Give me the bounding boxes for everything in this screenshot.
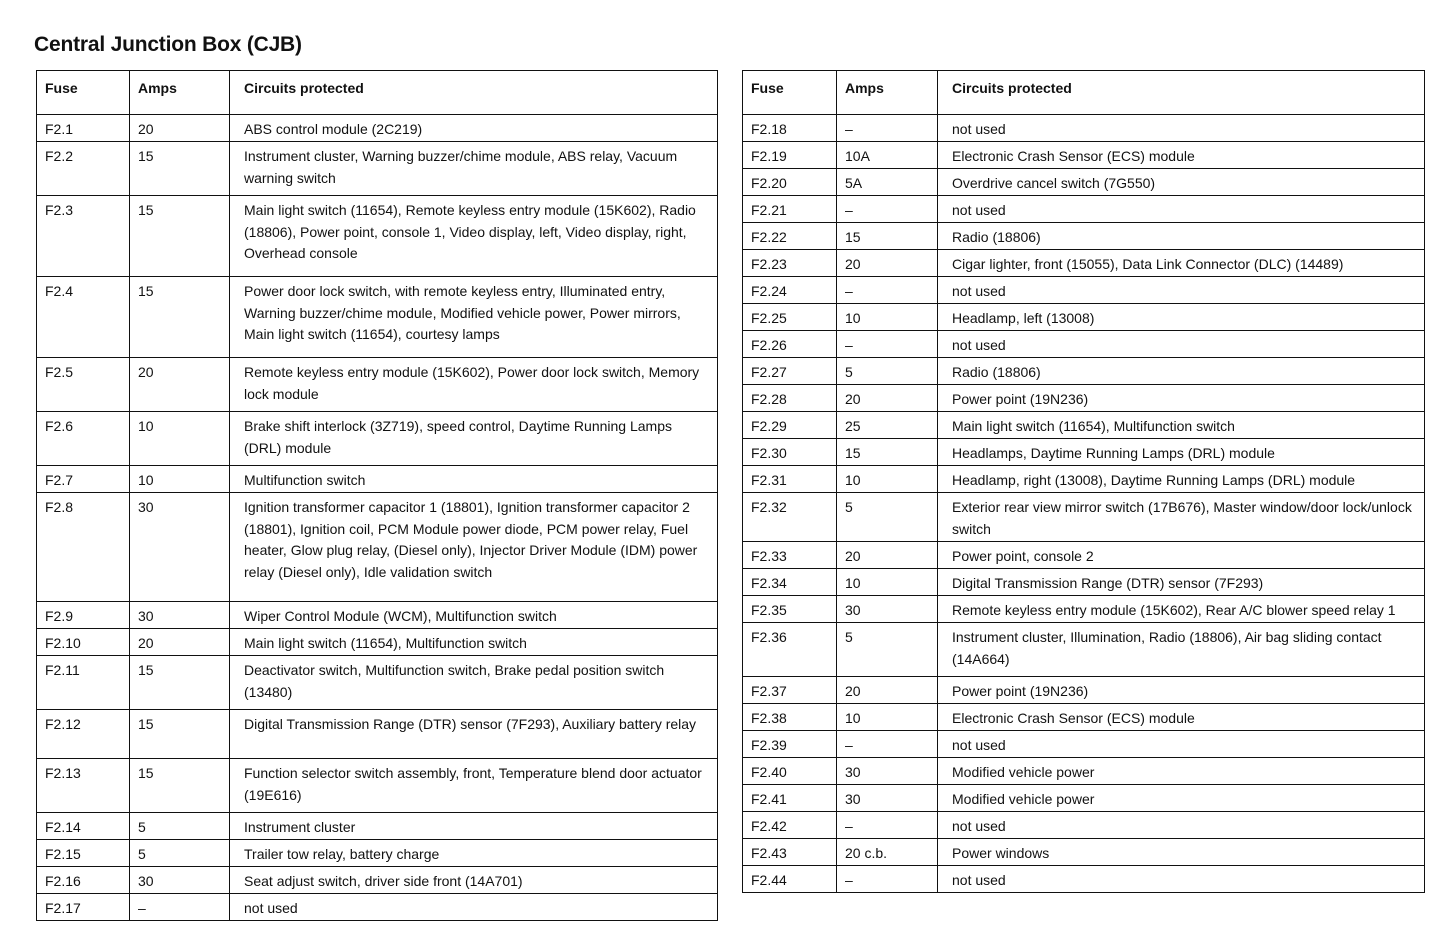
table-row	[743, 812, 1425, 839]
fuse-cell: F2.27	[743, 358, 837, 385]
circuits-cell: Main light switch (11654), Remote keyless entry module (15K602), Radio (18806), Power point, console 1, Video display, left, Video display, right, Overhead console	[230, 196, 718, 277]
amps-cell: 10	[837, 304, 938, 331]
amps-cell: 10A	[837, 142, 938, 169]
circuits-cell: Power point (19N236)	[938, 385, 1425, 412]
circuits-cell: Digital Transmission Range (DTR) sensor (7F293), Auxiliary battery relay	[230, 710, 718, 759]
amps-cell: 10	[837, 466, 938, 493]
amps-cell: –	[837, 866, 938, 893]
circuits-cell: Brake shift interlock (3Z719), speed control, Daytime Running Lamps (DRL) module	[230, 412, 718, 466]
table-row	[743, 758, 1425, 785]
table-row	[743, 223, 1425, 250]
circuits-cell: Electronic Crash Sensor (ECS) module	[938, 704, 1425, 731]
amps-cell: 10	[837, 704, 938, 731]
fuse-cell: F2.37	[743, 677, 837, 704]
table-row	[743, 542, 1425, 569]
amps-cell: 15	[837, 223, 938, 250]
fuse-cell: F2.7	[37, 466, 130, 493]
table-row	[37, 277, 718, 358]
fuse-cell: F2.23	[743, 250, 837, 277]
table-row	[743, 142, 1425, 169]
amps-cell: –	[130, 894, 230, 921]
amps-cell: 15	[130, 142, 230, 196]
circuits-cell: Wiper Control Module (WCM), Multifunction switch	[230, 602, 718, 629]
table-row	[743, 412, 1425, 439]
fuse-cell: F2.20	[743, 169, 837, 196]
amps-cell: 20	[130, 629, 230, 656]
amps-cell: –	[837, 196, 938, 223]
circuits-cell: Remote keyless entry module (15K602), Rear A/C blower speed relay 1	[938, 596, 1425, 623]
circuits-cell: Cigar lighter, front (15055), Data Link Connector (DLC) (14489)	[938, 250, 1425, 277]
amps-cell: –	[837, 277, 938, 304]
fuse-cell: F2.11	[37, 656, 130, 710]
amps-cell: 30	[837, 785, 938, 812]
amps-cell: 5	[837, 358, 938, 385]
amps-cell: 30	[837, 758, 938, 785]
table-row	[743, 277, 1425, 304]
circuits-cell: not used	[938, 731, 1425, 758]
column-header-fuse: Fuse	[37, 71, 130, 115]
amps-cell: 15	[130, 656, 230, 710]
amps-cell: 10	[130, 412, 230, 466]
table-row	[37, 196, 718, 277]
table-row	[37, 602, 718, 629]
circuits-cell: Modified vehicle power	[938, 758, 1425, 785]
fuse-cell: F2.41	[743, 785, 837, 812]
fuse-cell: F2.44	[743, 866, 837, 893]
circuits-cell: Power point (19N236)	[938, 677, 1425, 704]
amps-cell: 5A	[837, 169, 938, 196]
table-row	[37, 656, 718, 710]
table-row	[743, 115, 1425, 142]
table-row	[743, 331, 1425, 358]
circuits-cell: Radio (18806)	[938, 358, 1425, 385]
table-row	[37, 493, 718, 602]
amps-cell: 30	[130, 867, 230, 894]
circuits-cell: Headlamp, right (13008), Daytime Running Lamps (DRL) module	[938, 466, 1425, 493]
column-header-amps: Amps	[837, 71, 938, 115]
amps-cell: –	[837, 115, 938, 142]
fuse-cell: F2.31	[743, 466, 837, 493]
circuits-cell: Headlamps, Daytime Running Lamps (DRL) module	[938, 439, 1425, 466]
fuse-cell: F2.17	[37, 894, 130, 921]
amps-cell: 20	[837, 250, 938, 277]
fuse-table-left	[36, 70, 718, 921]
table-row	[37, 759, 718, 813]
table-row	[743, 704, 1425, 731]
circuits-cell: Main light switch (11654), Multifunction switch	[230, 629, 718, 656]
amps-cell: –	[837, 331, 938, 358]
table-row	[743, 785, 1425, 812]
circuits-cell: Instrument cluster, Warning buzzer/chime module, ABS relay, Vacuum warning switch	[230, 142, 718, 196]
circuits-cell: Modified vehicle power	[938, 785, 1425, 812]
table-row	[37, 867, 718, 894]
circuits-cell: Digital Transmission Range (DTR) sensor (7F293)	[938, 569, 1425, 596]
table-row	[743, 196, 1425, 223]
circuits-cell: not used	[230, 894, 718, 921]
table-row	[37, 629, 718, 656]
fuse-cell: F2.5	[37, 358, 130, 412]
circuits-cell: Trailer tow relay, battery charge	[230, 840, 718, 867]
table-row	[743, 250, 1425, 277]
circuits-cell: not used	[938, 196, 1425, 223]
amps-cell: 30	[837, 596, 938, 623]
fuse-cell: F2.15	[37, 840, 130, 867]
circuits-cell: not used	[938, 115, 1425, 142]
circuits-cell: Power door lock switch, with remote keyless entry, Illuminated entry, Warning buzzer/chime module, Modified vehicle power, Power mirrors, Main light switch (11654), courtesy lamps	[230, 277, 718, 358]
amps-cell: 30	[130, 493, 230, 602]
table-row	[37, 894, 718, 921]
amps-cell: 5	[837, 623, 938, 677]
fuse-cell: F2.36	[743, 623, 837, 677]
amps-cell: 5	[837, 493, 938, 542]
amps-cell: 5	[130, 813, 230, 840]
circuits-cell: Instrument cluster, Illumination, Radio (18806), Air bag sliding contact (14A664)	[938, 623, 1425, 677]
fuse-table-right	[742, 70, 1425, 893]
amps-cell: 15	[130, 196, 230, 277]
circuits-cell: not used	[938, 812, 1425, 839]
circuits-cell: Function selector switch assembly, front, Temperature blend door actuator (19E616)	[230, 759, 718, 813]
circuits-cell: Seat adjust switch, driver side front (14A701)	[230, 867, 718, 894]
table-row	[37, 710, 718, 759]
column-header-fuse: Fuse	[743, 71, 837, 115]
fuse-cell: F2.2	[37, 142, 130, 196]
table-row	[37, 412, 718, 466]
amps-cell: 20	[837, 542, 938, 569]
fuse-cell: F2.19	[743, 142, 837, 169]
fuse-cell: F2.14	[37, 813, 130, 840]
column-header-amps: Amps	[130, 71, 230, 115]
fuse-cell: F2.32	[743, 493, 837, 542]
column-header-circuits: Circuits protected	[938, 71, 1425, 115]
table-header-row	[37, 71, 718, 115]
table-row	[37, 358, 718, 412]
circuits-cell: not used	[938, 277, 1425, 304]
amps-cell: 15	[130, 710, 230, 759]
fuse-cell: F2.28	[743, 385, 837, 412]
amps-cell: 20	[130, 358, 230, 412]
circuits-cell: Power windows	[938, 839, 1425, 866]
table-row	[743, 839, 1425, 866]
table-row	[743, 493, 1425, 542]
table-row	[37, 115, 718, 142]
table-row	[743, 623, 1425, 677]
amps-cell: 30	[130, 602, 230, 629]
column-header-circuits: Circuits protected	[230, 71, 718, 115]
circuits-cell: Radio (18806)	[938, 223, 1425, 250]
table-row	[743, 169, 1425, 196]
table-row	[743, 596, 1425, 623]
amps-cell: 15	[130, 277, 230, 358]
circuits-cell: Multifunction switch	[230, 466, 718, 493]
fuse-cell: F2.39	[743, 731, 837, 758]
table-row	[743, 358, 1425, 385]
fuse-cell: F2.9	[37, 602, 130, 629]
amps-cell: 20 c.b.	[837, 839, 938, 866]
table-row	[37, 840, 718, 867]
circuits-cell: Deactivator switch, Multifunction switch, Brake pedal position switch (13480)	[230, 656, 718, 710]
amps-cell: 20	[130, 115, 230, 142]
fuse-cell: F2.43	[743, 839, 837, 866]
fuse-cell: F2.33	[743, 542, 837, 569]
fuse-cell: F2.10	[37, 629, 130, 656]
table-row	[743, 731, 1425, 758]
fuse-cell: F2.34	[743, 569, 837, 596]
fuse-cell: F2.25	[743, 304, 837, 331]
fuse-cell: F2.1	[37, 115, 130, 142]
fuse-cell: F2.26	[743, 331, 837, 358]
circuits-cell: Main light switch (11654), Multifunction switch	[938, 412, 1425, 439]
table-header-row	[743, 71, 1425, 115]
fuse-cell: F2.29	[743, 412, 837, 439]
circuits-cell: Headlamp, left (13008)	[938, 304, 1425, 331]
fuse-cell: F2.21	[743, 196, 837, 223]
amps-cell: 15	[837, 439, 938, 466]
table-row	[743, 304, 1425, 331]
table-row	[743, 677, 1425, 704]
table-row	[37, 813, 718, 840]
circuits-cell: not used	[938, 331, 1425, 358]
fuse-cell: F2.4	[37, 277, 130, 358]
amps-cell: 5	[130, 840, 230, 867]
table-row	[743, 439, 1425, 466]
fuse-cell: F2.24	[743, 277, 837, 304]
circuits-cell: ABS control module (2C219)	[230, 115, 718, 142]
circuits-cell: Ignition transformer capacitor 1 (18801), Ignition transformer capacitor 2 (18801), Ignition coil, PCM Module power diode, PCM power relay, Fuel heater, Glow plug relay, (Diesel only), Injector Driver Module (IDM) power relay (Diesel only), Idle validation switch	[230, 493, 718, 602]
circuits-cell: Electronic Crash Sensor (ECS) module	[938, 142, 1425, 169]
amps-cell: –	[837, 812, 938, 839]
circuits-cell: Exterior rear view mirror switch (17B676), Master window/door lock/unlock switch	[938, 493, 1425, 542]
amps-cell: 25	[837, 412, 938, 439]
fuse-cell: F2.12	[37, 710, 130, 759]
amps-cell: 15	[130, 759, 230, 813]
circuits-cell: not used	[938, 866, 1425, 893]
table-row	[743, 385, 1425, 412]
page-title: Central Junction Box (CJB)	[34, 33, 302, 56]
table-row	[743, 466, 1425, 493]
amps-cell: –	[837, 731, 938, 758]
fuse-cell: F2.30	[743, 439, 837, 466]
fuse-cell: F2.6	[37, 412, 130, 466]
fuse-cell: F2.8	[37, 493, 130, 602]
table-row	[743, 569, 1425, 596]
table-row	[37, 466, 718, 493]
fuse-cell: F2.22	[743, 223, 837, 250]
fuse-cell: F2.35	[743, 596, 837, 623]
amps-cell: 10	[130, 466, 230, 493]
fuse-cell: F2.16	[37, 867, 130, 894]
fuse-cell: F2.18	[743, 115, 837, 142]
fuse-cell: F2.42	[743, 812, 837, 839]
circuits-cell: Overdrive cancel switch (7G550)	[938, 169, 1425, 196]
table-row	[37, 142, 718, 196]
table-row	[743, 866, 1425, 893]
fuse-cell: F2.38	[743, 704, 837, 731]
circuits-cell: Instrument cluster	[230, 813, 718, 840]
circuits-cell: Power point, console 2	[938, 542, 1425, 569]
circuits-cell: Remote keyless entry module (15K602), Power door lock switch, Memory lock module	[230, 358, 718, 412]
fuse-cell: F2.13	[37, 759, 130, 813]
fuse-cell: F2.40	[743, 758, 837, 785]
fuse-cell: F2.3	[37, 196, 130, 277]
amps-cell: 10	[837, 569, 938, 596]
amps-cell: 20	[837, 385, 938, 412]
amps-cell: 20	[837, 677, 938, 704]
